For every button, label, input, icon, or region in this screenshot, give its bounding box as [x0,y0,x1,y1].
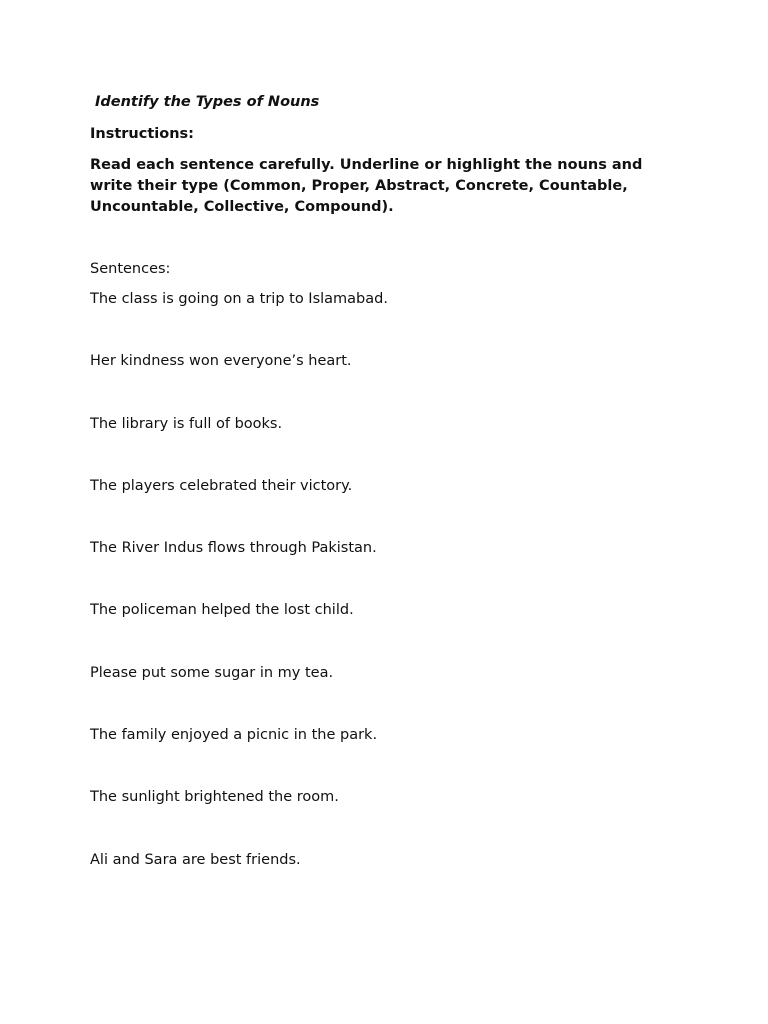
sentence-item: The sunlight brightened the room. [90,789,339,806]
worksheet-title: Identify the Types of Nouns [95,94,320,110]
sentence-item: Ali and Sara are best friends. [90,851,301,868]
sentence-item: The family enjoyed a picnic in the park. [90,727,378,744]
instructions-label: Instructions: [90,126,194,142]
sentences-label: Sentences: [90,261,171,277]
sentence-item: The library is full of books. [90,415,283,432]
instructions-line: write their type (Common, Proper, Abstract, Concrete, Countable, [90,178,628,194]
sentence-item: The River Indus flows through Pakistan. [90,540,377,557]
sentence-item: Please put some sugar in my tea. [90,664,334,681]
instructions-line: Read each sentence carefully. Underline or highlight the nouns and [90,157,643,173]
sentence-item: The class is going on a trip to Islamabad. [90,291,388,307]
sentence-list [90,289,388,912]
sentence-item: The players celebrated their victory. [90,477,353,494]
sentence-item: The policeman helped the lost child. [90,602,354,619]
instructions-line: Uncountable, Collective, Compound). [90,199,394,215]
instructions-text [90,155,690,218]
sentence-item: Her kindness won everyone’s heart. [90,353,352,370]
